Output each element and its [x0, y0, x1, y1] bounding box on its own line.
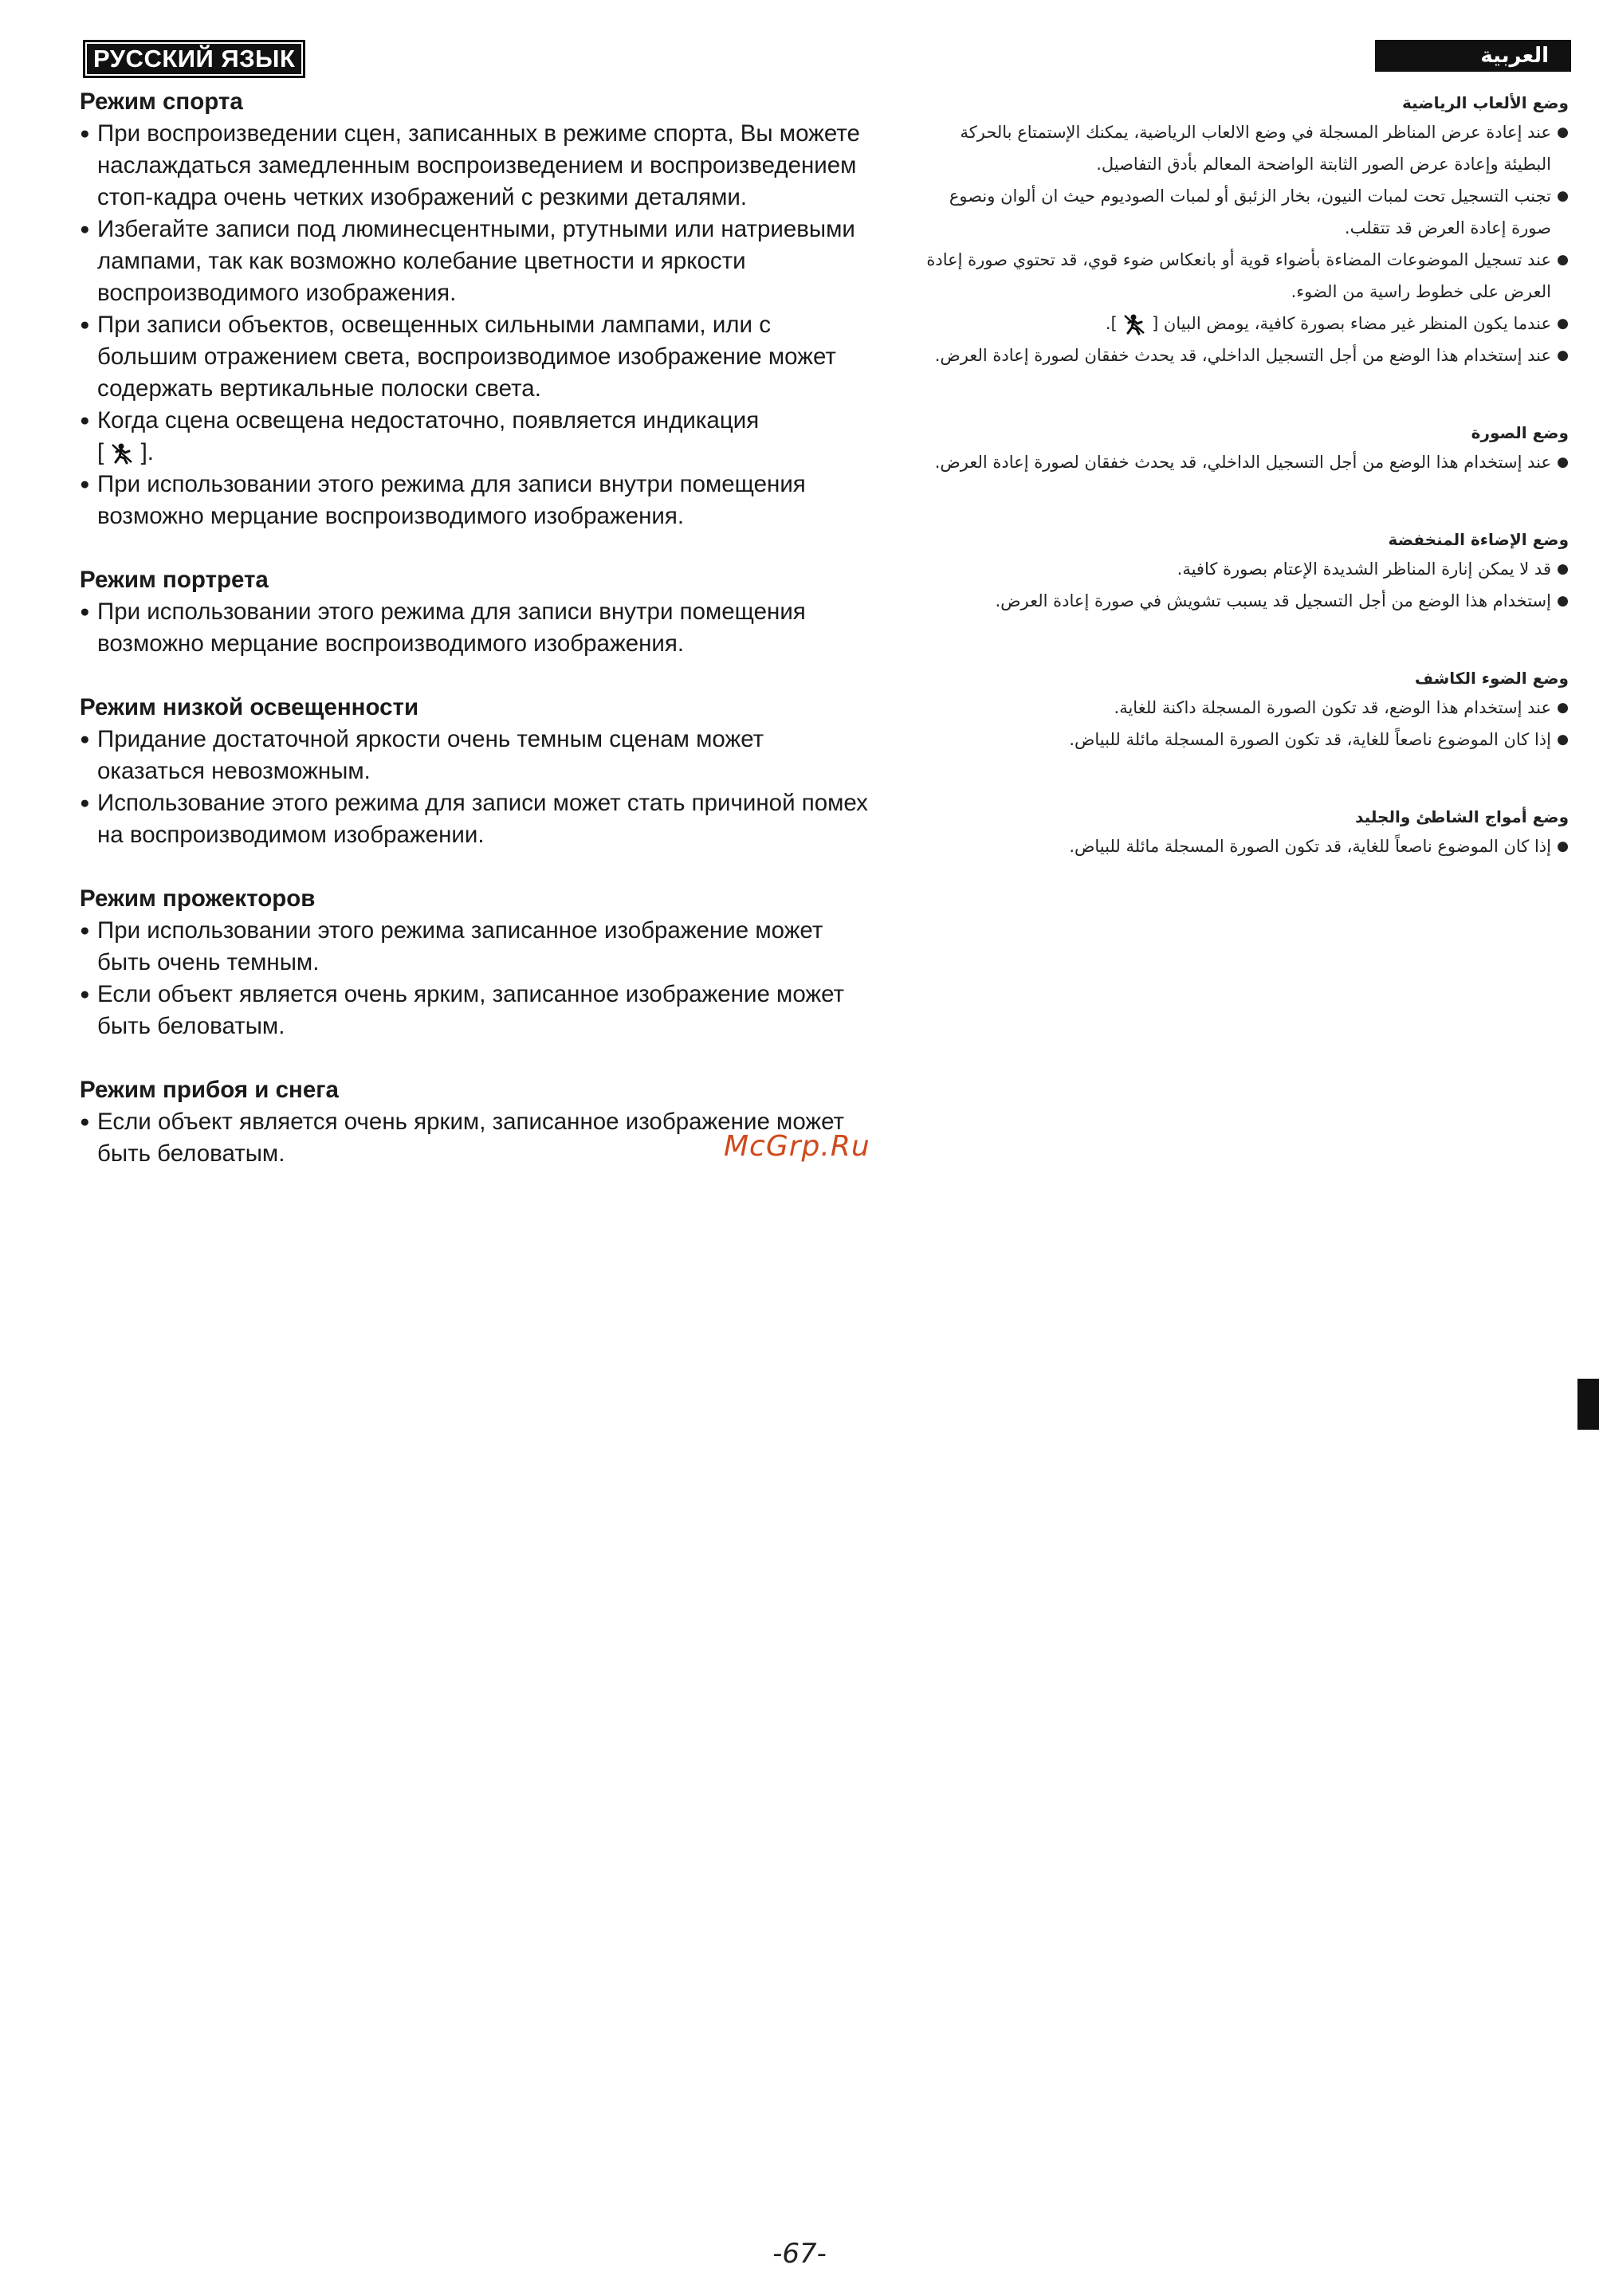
list-item-text: Когда сцена освещена недостаточно, появляется индикация	[97, 407, 760, 434]
list-item: ● عند إعادة عرض المناظر المسجلة في وضع الالعاب الرياضية، يمكنك الإستمتاع بالحركة البطيئة وإعادة عرض الصور الثابتة الواضحة المعالم بأدق التفاصيل.	[917, 116, 1569, 180]
list-item: ● عند تسجيل الموضوعات المضاءة بأضواء قوية أو بانعكاس ضوء قوي، قد تحتوي صورة إعادة العرض على خطوط راسية من الضوء.	[917, 244, 1569, 308]
section-spotlight-mode-ar	[917, 665, 1569, 756]
section-title: وضع الصورة	[1471, 423, 1569, 442]
section-title: وضع الضوء الكاشف	[1414, 669, 1569, 688]
bullet-list	[917, 692, 1569, 756]
bullet-list	[917, 553, 1569, 617]
bullet-list	[80, 118, 869, 532]
section-low-light-mode	[80, 692, 869, 851]
list-item: ● Придание достаточной яркости очень темным сценам может оказаться невозможным.	[80, 724, 869, 787]
list-item: ● При использовании этого режима для записи внутри помещения возможно мерцание воспроизводимого изображения.	[80, 469, 869, 532]
list-item: ● عند إستخدام هذا الوضع، قد تكون الصورة المسجلة داكنة للغاية.	[917, 692, 1569, 724]
bullet-list	[80, 596, 869, 660]
section-spotlight-mode	[80, 883, 869, 1042]
arabic-language-tab: العربية	[1375, 40, 1571, 72]
section-title: وضع أمواج الشاطئ والجليد	[1355, 807, 1569, 826]
indicator-bracket-close: ].	[140, 439, 155, 465]
list-item: ● При использовании этого режима для записи внутри помещения возможно мерцание воспроизводимого изображения.	[80, 596, 869, 660]
bullet-list	[80, 724, 869, 851]
list-item: ● إستخدام هذا الوضع من أجل التسجيل قد يسبب تشويش في صورة إعادة العرض.	[917, 585, 1569, 617]
bullet-list	[917, 446, 1569, 478]
section-surf-snow-mode-ar	[917, 803, 1569, 862]
list-item: ● Если объект является очень ярким, записанное изображение может быть беловатым.	[80, 979, 869, 1042]
page-number: -67-	[772, 2238, 827, 2270]
section-low-light-mode-ar	[917, 526, 1569, 617]
section-title: Режим спорта	[80, 88, 243, 115]
bullet-list	[917, 116, 1569, 371]
section-portrait-mode-ar	[917, 419, 1569, 478]
section-title: Режим низкой освещенности	[80, 694, 419, 720]
section-title: وضع الإضاءة المنخفضة	[1388, 530, 1569, 549]
list-item: ● إذا كان الموضوع ناصعاً للغاية، قد تكون الصورة المسجلة مائلة للبياض.	[917, 830, 1569, 862]
section-portrait-mode	[80, 564, 869, 660]
list-item: ● При использовании этого режима записанное изображение может быть очень темным.	[80, 915, 869, 979]
list-item: ● قد لا يمكن إنارة المناظر الشديدة الإعتام بصورة كافية.	[917, 553, 1569, 585]
list-item-text: عندما يكون المنظر غير مضاء بصورة كافية، يومض البيان [	[1152, 314, 1551, 333]
section-title: Режим прибоя и снега	[80, 1077, 339, 1103]
list-item: ● Если объект является очень ярким, записанное изображение может быть беловатым.	[80, 1106, 869, 1170]
arabic-column	[917, 89, 1569, 910]
indicator-bracket-open: [	[97, 439, 104, 465]
russian-column	[80, 86, 869, 1170]
list-item	[917, 308, 1569, 339]
list-item: ● При записи объектов, освещенных сильными лампами, или с большим отражением света, воспроизводимое изображение может содержать вертикальные полоски света.	[80, 309, 869, 405]
section-title: وضع الألعاب الرياضية	[1402, 93, 1569, 112]
list-item: ● تجنب التسجيل تحت لمبات النيون، بخار الزئبق أو لمبات الصوديوم حيث ان ألوان ونصوع صورة إعادة العرض قد تتقلب.	[917, 180, 1569, 244]
list-item: ● إذا كان الموضوع ناصعاً للغاية، قد تكون الصورة المسجلة مائلة للبياض.	[917, 724, 1569, 756]
list-item: ● Избегайте записи под люминесцентными, ртутными или натриевыми лампами, так как возможно колебание цветности и яркости воспроизводимого изображения.	[80, 214, 869, 309]
sports-low-light-icon	[110, 442, 134, 465]
list-item	[80, 405, 869, 469]
list-item: ● Использование этого режима для записи может стать причиной помех на воспроизводимом изображении.	[80, 787, 869, 851]
russian-language-tab: РУССКИЙ ЯЗЫК	[83, 40, 305, 78]
list-item: ● عند إستخدام هذا الوضع من أجل التسجيل الداخلي، قد يحدث خفقان لصورة إعادة العرض.	[917, 446, 1569, 478]
indicator-bracket-close: ].	[1105, 314, 1118, 333]
list-item: ● При воспроизведении сцен, записанных в режиме спорта, Вы можете наслаждаться замедленным воспроизведением и воспроизведением стоп-кадра очень четких изображений с резкими деталями.	[80, 118, 869, 214]
list-item: ● عند إستخدام هذا الوضع من أجل التسجيل الداخلي، قد يحدث خفقان لصورة إعادة العرض.	[917, 339, 1569, 371]
section-sports-mode-ar	[917, 89, 1569, 371]
sports-low-light-icon	[1122, 313, 1146, 336]
section-title: Режим прожекторов	[80, 885, 316, 912]
section-sports-mode	[80, 86, 869, 532]
watermark-text: McGrp.Ru	[724, 1130, 870, 1163]
bullet-list	[80, 915, 869, 1042]
section-title: Режим портрета	[80, 567, 269, 593]
bullet-list	[917, 830, 1569, 862]
page-edge-tab	[1577, 1379, 1599, 1430]
